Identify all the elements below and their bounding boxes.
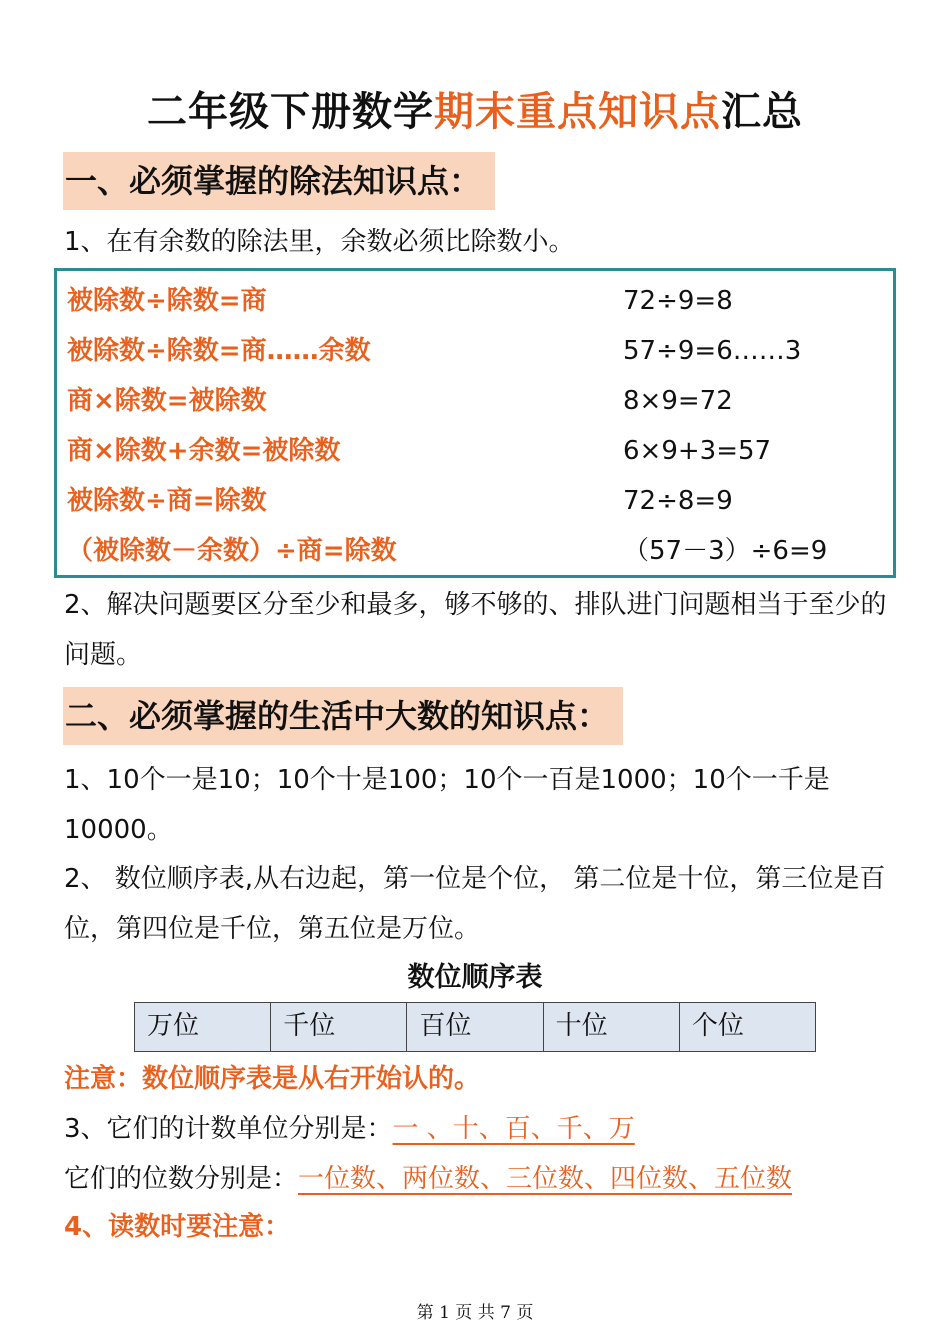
formula-row [57, 526, 893, 576]
formula-rule: （被除数－余数）÷商=除数 [67, 536, 397, 566]
table-cell: 万位 [135, 1003, 271, 1051]
section2-point1: 1、10个一是10；10个十是100；10个一百是1000；10个一千是10000。 [64, 765, 830, 845]
table-cell: 个位 [680, 1003, 815, 1051]
title-part3: 汇总 [721, 89, 803, 135]
formula-box [54, 268, 896, 578]
formula-example: （57－3）÷6=9 [623, 536, 828, 566]
section1-point2: 2、解决问题要区分至少和最多，够不够的、排队进门问题相当于至少的问题。 [64, 590, 887, 670]
digits-label: 它们的位数分别是： [64, 1164, 299, 1194]
place-value-table [134, 1002, 816, 1052]
formula-example: 8×9=72 [623, 386, 733, 416]
section2-point4: 4、读数时要注意： [64, 1212, 291, 1242]
page-footer: 第 1 页 共 7 页 [416, 1303, 534, 1323]
formula-example: 72÷9=8 [623, 286, 733, 316]
section2-point2: 2、 数位顺序表,从右边起，第一位是个位， 第二位是十位，第三位是百位，第四位是千位，第五位是万位。 [64, 864, 886, 944]
formula-row [57, 476, 893, 526]
formula-rule: 被除数÷商=除数 [67, 486, 267, 516]
note-text: 注意：数位顺序表是从右开始认的。 [64, 1064, 481, 1094]
formula-rule: 被除数÷除数=商 [67, 286, 267, 316]
digits-line [64, 1154, 894, 1204]
formula-rule: 商×除数+余数=被除数 [67, 436, 341, 466]
point3-answer: 一 、十、百、千、万 [392, 1114, 635, 1144]
point3-label: 3、它们的计数单位分别是： [64, 1114, 393, 1144]
formula-example: 57÷9=6……3 [623, 336, 802, 366]
page-title [0, 80, 950, 137]
table-caption: 数位顺序表 [407, 962, 543, 993]
formula-rule: 商×除数=被除数 [67, 386, 267, 416]
section2-heading: 二、必须掌握的生活中大数的知识点： [63, 687, 623, 745]
formula-example: 72÷8=9 [623, 486, 733, 516]
digits-answer: 一位数、两位数、三位数、四位数、五位数 [298, 1164, 793, 1194]
title-part1: 二年级下册数学 [147, 89, 434, 135]
table-cell: 十位 [544, 1003, 680, 1051]
formula-rule: 被除数÷除数=商……余数 [67, 336, 371, 366]
formula-row [57, 426, 893, 476]
section1-heading: 一、必须掌握的除法知识点： [63, 152, 495, 210]
section2-point3 [64, 1104, 894, 1154]
formula-row [57, 326, 893, 376]
formula-example: 6×9+3=57 [623, 436, 772, 466]
table-cell: 千位 [271, 1003, 407, 1051]
section1-point1: 1、在有余数的除法里，余数必须比除数小。 [64, 227, 575, 257]
formula-row [57, 376, 893, 426]
table-cell: 百位 [407, 1003, 543, 1051]
title-highlight: 期末重点知识点 [434, 89, 721, 135]
formula-row [57, 276, 893, 326]
